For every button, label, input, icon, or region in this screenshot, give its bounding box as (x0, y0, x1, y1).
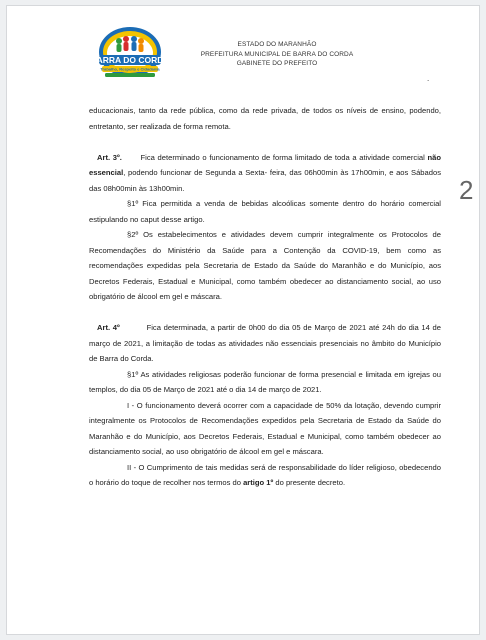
header-gabinete: GABINETE DO PREFEITO (236, 60, 318, 67)
header-state: ESTADO DO MARANHÃO (237, 41, 317, 48)
document-body (89, 103, 441, 491)
article-4-label: Art. 4º (97, 323, 120, 332)
article-3-paragraph-2: §2º Os estabelecimentos e atividades devem cumprir integralmente os Protocolos de Recomendações do Ministério da Saúde para a Contenção da COVID-19, bem como as recomendações expedidas pela Secretaria de Estado da Saúde do Maranhão e do Município, aos Decretos Federais, Estadual e Municipal, como também obedecer ao distanciamento social, ao uso obrigatório de álcool em gel e máscara. (89, 230, 441, 301)
article-3-paragraph-1: §1º Fica permitida a venda de bebidas alcoólicas somente dentro do horário comercial estipulando no caput desse artigo. (89, 199, 441, 224)
article-1-reference: artigo 1º (243, 478, 274, 487)
barra-do-corda-logo (90, 24, 170, 86)
article-3-bold: não essencial (89, 152, 442, 177)
article-3: Art. 3º. Fica determinado o funcionamento de forma limitado de toda a atividade comercial não essencial, podendo funcionar de Segunda a Sexta- feira, das 06h00min às 17h00min, e aos Sábados das 08h00min às 13h00min. (89, 152, 442, 193)
article-4-paragraph-1: §1º As atividades religiosas poderão funcionar de forma presencial e limitada em igrejas ou templos, do dia 05 de Março de 2021 até o dia 14 de março de 2021. (89, 369, 441, 394)
header-mark: . (427, 74, 430, 83)
article-3-label: Art. 3º. (97, 152, 122, 162)
paragraph-continuation: educacionais, tanto da rede pública, como da rede privada, de todos os níveis de ensino, podendo, entretanto, ser realizada de forma remota. (89, 106, 441, 131)
logo-slogan: Trabalho, Respeito e Cidadania (100, 66, 160, 72)
document-header (177, 40, 377, 69)
article-4-item-i: I - O funcionamento deverá ocorrer com a capacidade de 50% da lotação, devendo cumprir integralmente os Protocolos de Recomendações expedidos pela Secretaria de Estado da Saúde do Maranhão e do Município, aos Decretos Federais, Estadual e Municipal, como também obedecer ao distanciamento social, ao uso obrigatório de álcool em gel e máscara. (89, 400, 441, 456)
page-number: 2 (459, 175, 474, 205)
article-4: Art. 4º Fica determinada, a partir de 0h00 do dia 05 de Março de 2021 até 24h do dia 14 de março de 2021, a limitação de todas as atividades não essenciais presenciais no âmbito do Município de Barra do Corda. (89, 323, 442, 363)
header-prefeitura: PREFEITURA MUNICIPAL DE BARRA DO CORDA (200, 50, 354, 58)
article-4-item-ii: II - O Cumprimento de tais medidas será de responsabilidade do líder religioso, obedecendo o horário do toque de recolher nos termos do artigo 1º do presente decreto. (89, 462, 441, 487)
document-page (7, 6, 479, 634)
logo-name: BARRA DO CORDA (90, 55, 170, 65)
